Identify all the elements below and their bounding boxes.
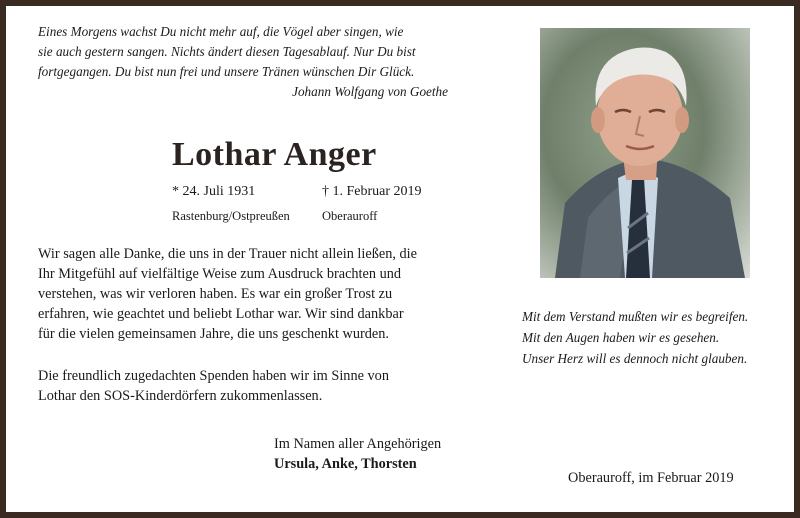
thanks-text xyxy=(38,244,498,406)
birth-date: * 24. Juli 1931 xyxy=(172,184,256,199)
deceased-name: Lothar Anger xyxy=(172,136,377,173)
text-line: verstehen, was wir verloren haben. Es war ein großer Trost zu xyxy=(38,286,393,302)
quote-author: Johann Wolfgang von Goethe xyxy=(292,84,448,99)
death-place: Oberauroff xyxy=(322,209,378,223)
donation-paragraph xyxy=(38,366,498,406)
signature-names: Ursula, Anke, Thorsten xyxy=(274,456,417,472)
quote-line: Eines Morgens wachst Du nicht mehr auf, die Vögel aber singen, wie xyxy=(38,24,404,39)
poem-line: Unser Herz will es dennoch nicht glauben. xyxy=(522,351,748,366)
text-line: Wir sagen alle Danke, die uns in der Trauer nicht allein ließen, die xyxy=(38,246,417,262)
death-date: † 1. Februar 2019 xyxy=(322,184,422,199)
signature-intro: Im Namen aller Angehörigen xyxy=(274,436,442,452)
poem-line: Mit dem Verstand mußten wir es begreifen. xyxy=(522,309,749,324)
text-line: für die vielen gemeinsamen Jahre, die uns geschenkt wurden. xyxy=(38,326,389,342)
goethe-quote xyxy=(38,22,448,102)
text-line: Die freundlich zugedachten Spenden haben wir im Sinne von xyxy=(38,368,389,384)
thanks-paragraph xyxy=(38,244,498,344)
poem-line: Mit den Augen haben wir es gesehen. xyxy=(522,330,720,345)
signature xyxy=(274,434,441,474)
obituary-card xyxy=(6,6,794,512)
text-line: erfahren, wie geachtet und beliebt Lothar war. Wir sind dankbar xyxy=(38,306,404,322)
quote-line: sie auch gestern sangen. Nichts ändert diesen Tagesablauf. Nur Du bist xyxy=(38,44,416,59)
text-line: Ihr Mitgefühl auf vielfältige Weise zum Ausdruck brachten und xyxy=(38,266,402,282)
birth-place: Rastenburg/Ostpreußen xyxy=(172,209,290,223)
poem xyxy=(522,306,792,369)
quote-line: fortgegangen. Du bist nun frei und unsere Tränen wünschen Dir Glück. xyxy=(38,64,415,79)
portrait-illustration xyxy=(540,28,750,278)
portrait-photo xyxy=(540,28,750,278)
text-line: Lothar den SOS-Kinderdörfern zukommenlassen. xyxy=(38,388,323,404)
place-date: Oberauroff, im Februar 2019 xyxy=(568,470,734,486)
